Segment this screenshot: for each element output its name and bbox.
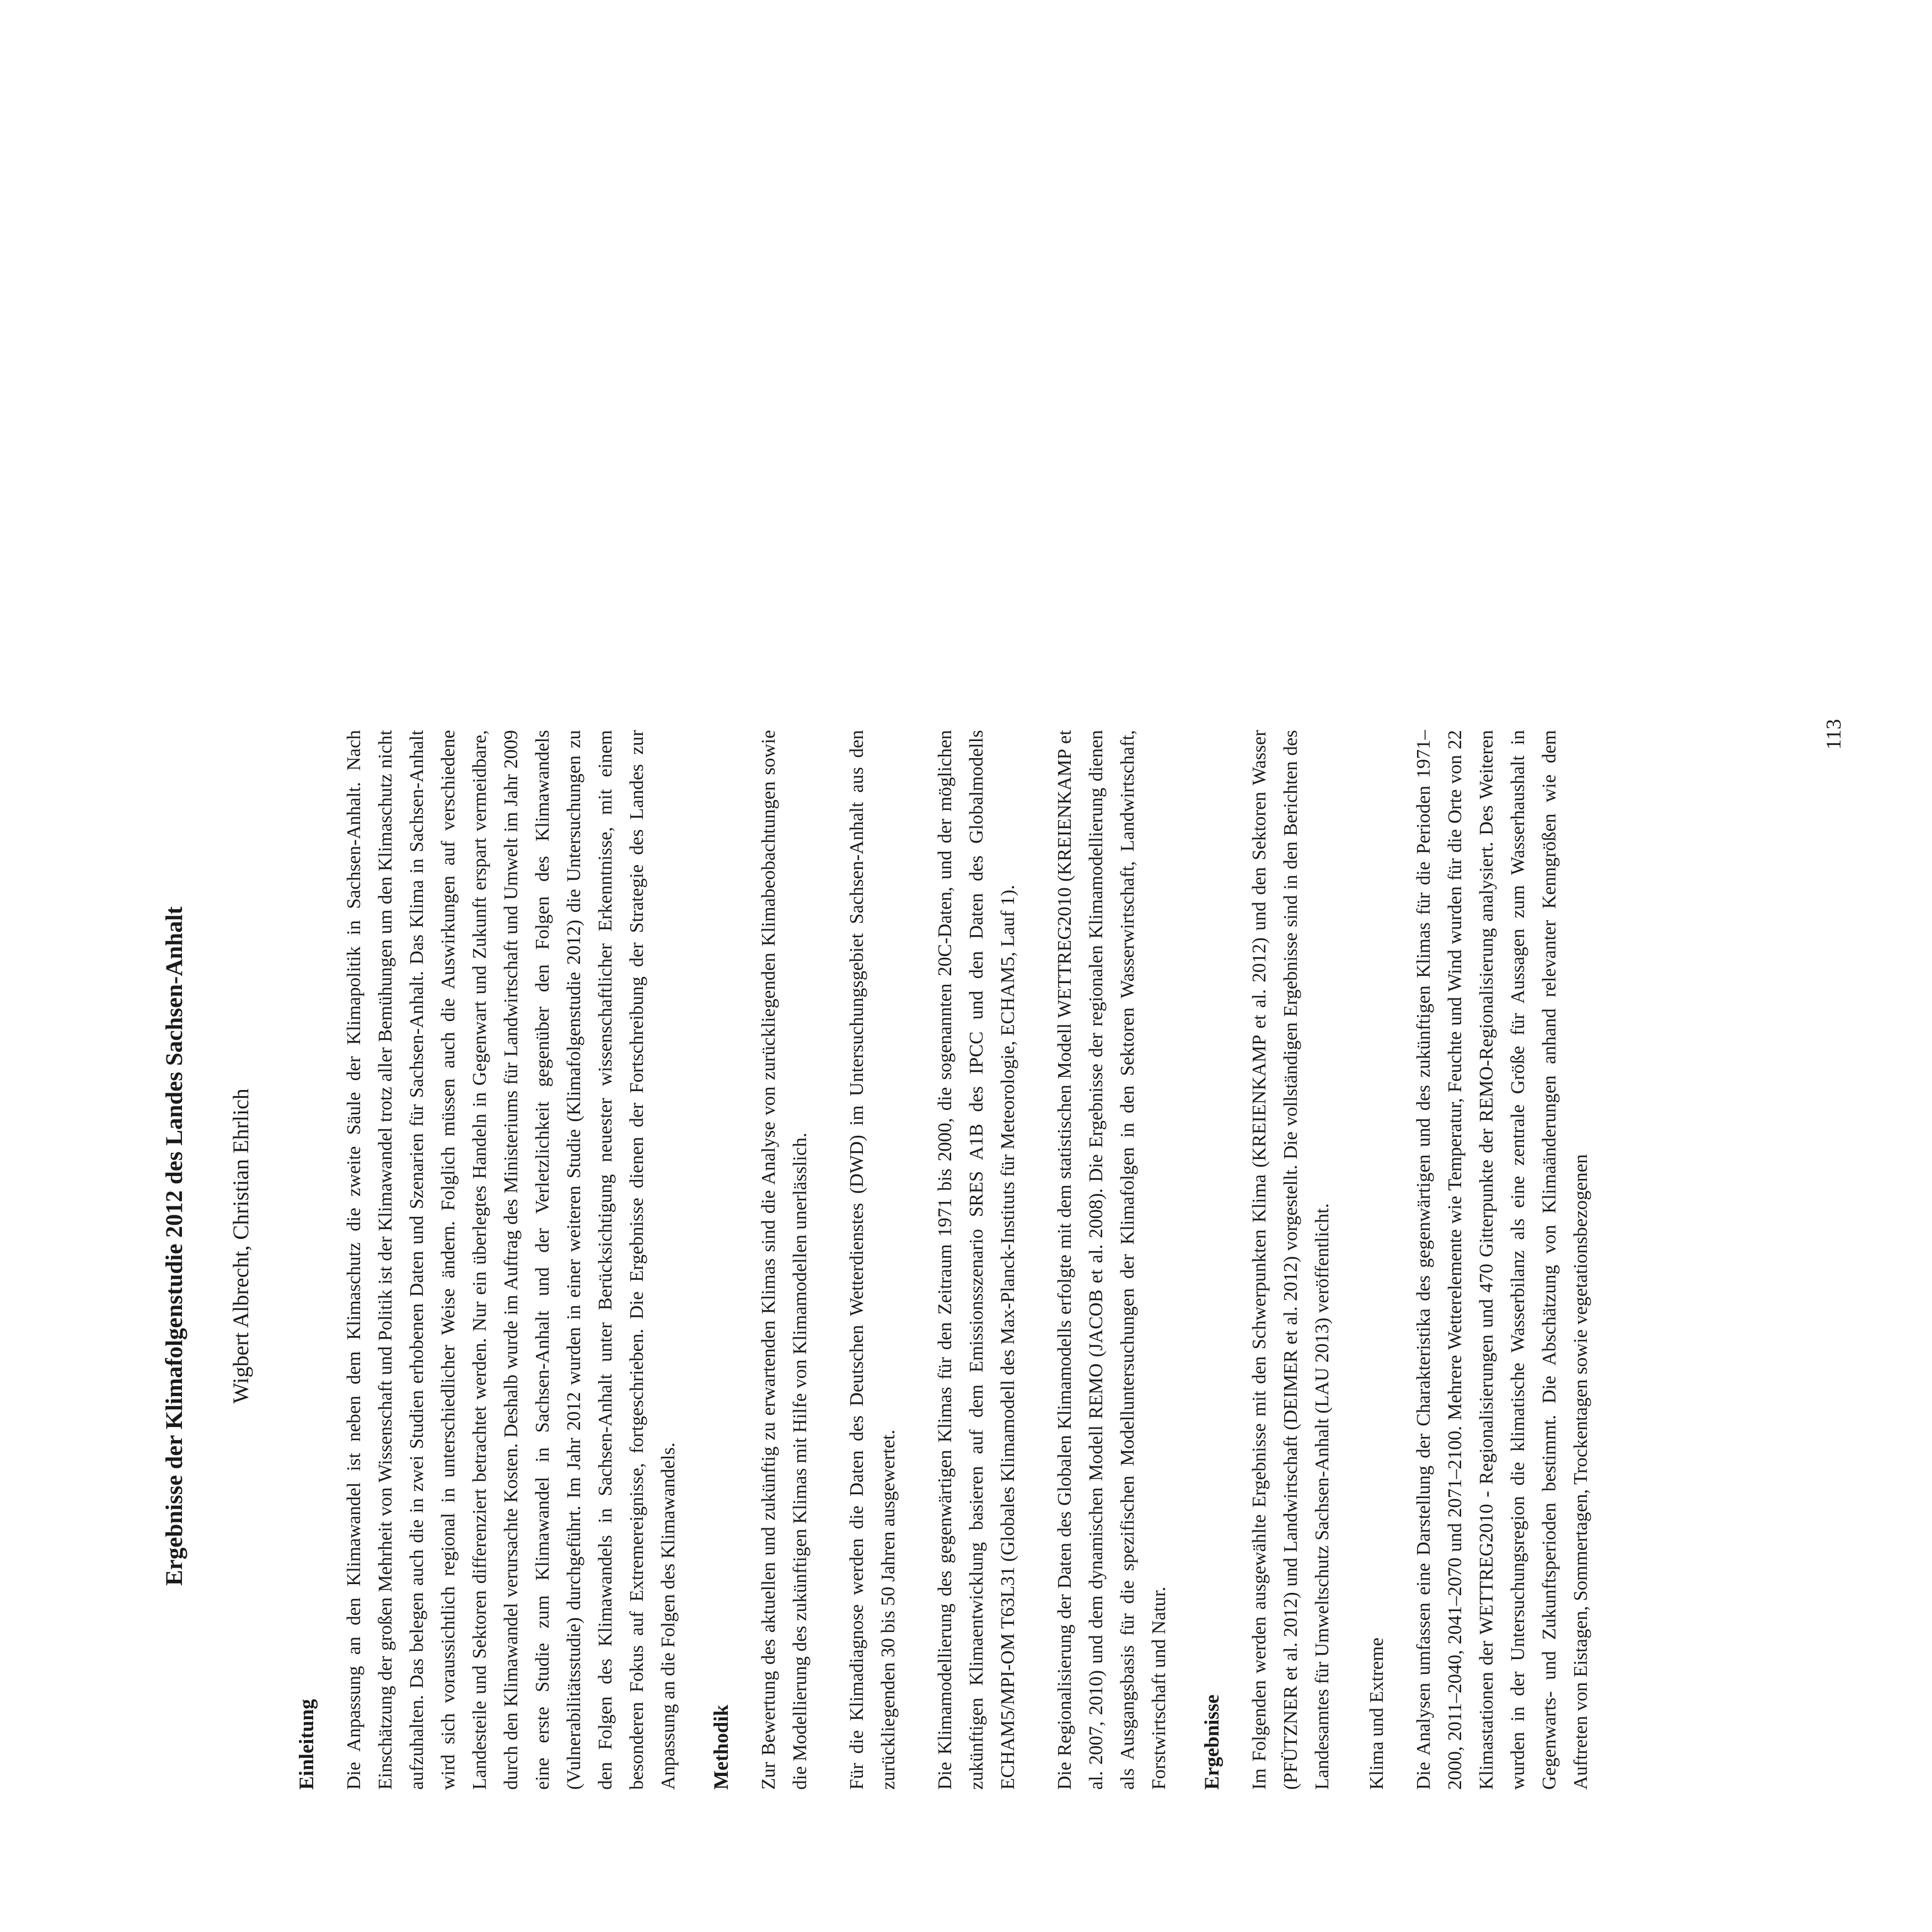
heading-ergebnisse: Ergebnisse <box>1201 1694 1223 1790</box>
paragraph-einleitung-1: Die Anpassung an den Klimawandel ist neben dem Klimaschutz die zweite Säule der Klimapolitik in Sachsen-Anhalt. Nach Einschätzung der großen Mehrheit von Wissenschaft und Politik ist der Klimawandel trotz aller Bemühungen um den Klimaschutz nicht aufzuhalten. Das belegen auch die in zwei Studien erhobenen Daten und Szenarien für Sachsen-Anhalt. Das Klima in Sachsen-Anhalt wird sich voraussichtlich regional in unterschiedlicher Weise ändern. Folglich müssen auch die Auswirkungen auf verschiedene Landesteile und Sektoren differenziert betrachtet werden. Nur ein überlegtes Handeln in Gegenwart und Zukunft erspart vermeidbare, durch den Klimawandel verursachte Kosten. Deshalb wurde im Auftrag des Ministeriums für Landwirtschaft und Umwelt im Jahr 2009 eine erste Studie zum Klimawandel in Sachsen-Anhalt und der Verletzlichkeit gegenüber den Folgen des Klimawandels (Vulnerabilitätsstudie) durchgeführt. Im Jahr 2012 wurden in einer weiteren Studie (Klimafolgenstudie 2012) die Untersuchungen zu den Folgen des Klimawandels in Sachsen-Anhalt unter Berücksichtigung neuester wissenschaftlicher Erkenntnisse, mit einem besonderen Fokus auf Extremereignisse, fortgeschrieben. Die Ergebnisse dienen der Fortschreibung der Strategie des Landes zur Anpassung an die Folgen des Klimawandels. <box>343 730 679 1790</box>
paragraph-methodik-3: Die Klimamodellierung des gegenwärtigen Klimas für den Zeitraum 1971 bis 2000, die sogenannten 20C-Daten, und der möglichen zukünftigen Klimaentwicklung basieren auf dem Emissionsszenario SRES A1B des IPCC und den Daten des Globalmodells ECHAM5/MPI-OM T63L31 (Globales Klimamodell des Max-Planck-Instituts für Meteorologie, ECHAM5, Lauf 1). <box>934 730 1018 1790</box>
heading-methodik: Methodik <box>710 1704 733 1790</box>
paragraph-methodik-2: Für die Klimadiagnose werden die Daten des Deutschen Wetterdienstes (DWD) im Untersuchungsgebiet Sachsen-Anhalt aus den zurückliegenden 30 bis 50 Jahren ausgewertet. <box>846 730 899 1790</box>
paragraph-methodik-1: Zur Bewertung des aktuellen und zukünftig zu erwartenden Klimas sind die Analyse von zurückliegenden Klimabeobachtungen sowie die Modellierung des zukünftigen Klimas mit Hilfe von Klimamodellen unerlässlich. <box>758 730 811 1790</box>
article-title: Ergebnisse der Klimafolgenstudie 2012 des Landes Sachsen-Anhalt <box>162 906 187 1586</box>
article-authors: Wigbert Albrecht, Christian Ehrlich <box>228 1088 253 1404</box>
paragraph-ergebnisse-2: Die Analysen umfassen eine Darstellung der Charakteristika des gegenwärtigen und des zukünftigen Klimas für die Perioden 1971–2000, 2011–2040, 2041–2070 und 2071–2100. Mehrere Wetterelemente wie Temperatur, Feuchte und Wind wurden für die Orte von 22 Klimastationen der WETTREG2010 - Regionalisierungen und 470 Gitterpunkte der REMO-Regionalisierung analysiert. Des Weiteren wurden in der Untersuchungsregion die klimatische Wasserbilanz als eine zentrale Größe für Aussagen zum Wasserhaushalt in Gegenwarts- und Zukunftsperioden bestimmt. Die Abschätzung von Klimaänderungen anhand relevanter Kenngrößen wie dem Auftreten von Eistagen, Sommertagen, Trockentagen sowie vegetationsbezogenen <box>1413 730 1591 1790</box>
text-column <box>160 730 1622 1790</box>
heading-einleitung: Einleitung <box>296 1699 318 1790</box>
rotated-sheet <box>0 591 1932 1932</box>
paragraph-ergebnisse-1: Im Folgenden werden ausgewählte Ergebnisse mit den Schwerpunkten Klima (KREIENKAMP et al. 2012) und den Sektoren Wasser (PFÜTZNER et al. 2012) und Landwirtschaft (DEIMER et al. 2012) vorgestellt. Die vollständigen Ergebnisse sind in den Berichten des Landesamtes für Umweltschutz Sachsen-Anhalt (LAU 2013) veröffentlicht. <box>1248 730 1333 1790</box>
page-number: 113 <box>1822 719 1845 750</box>
subheading-klima-und-extreme: Klima und Extreme <box>1366 1637 1387 1790</box>
paragraph-methodik-4: Die Regionalisierung der Daten des Globalen Klimamodells erfolgte mit dem statistischen Modell WETTREG2010 (KREIENKAMP et al. 2007, 2010) und dem dynamischen Modell REMO (JACOB et al. 2008). Die Ergebnisse der regionalen Klimamodellierung dienen als Ausgangsbasis für die spezifischen Modelluntersuchungen der Klimafolgen in den Sektoren Wasserwirtschaft, Landwirtschaft, Forstwirtschaft und Natur. <box>1054 730 1169 1790</box>
